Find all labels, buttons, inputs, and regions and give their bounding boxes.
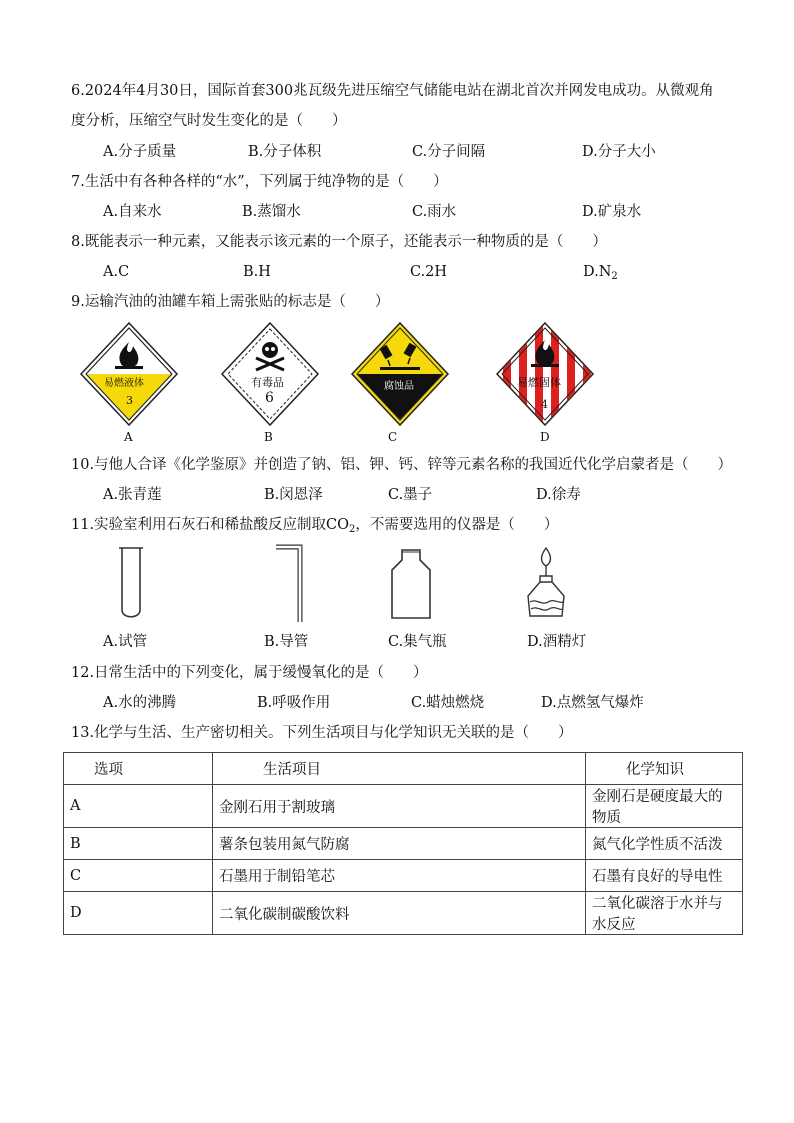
q7-stem: 7.生活中有各种各样的“水”，下列属于纯净物的是（ ） <box>71 174 448 190</box>
test-tube-icon <box>116 546 146 622</box>
q8-option-b: B.H <box>243 264 271 280</box>
table-cell: 氮气化学性质不活泼 <box>586 828 743 860</box>
table-cell: 金刚石用于割玻璃 <box>213 785 586 828</box>
table-header-option: 选项 <box>64 753 213 785</box>
corrosive-sign <box>348 320 452 428</box>
q7-option-c: C.雨水 <box>412 204 457 220</box>
sign-a-text: 易燃液体 <box>104 378 144 389</box>
q12-stem: 12.日常生活中的下列变化，属于缓慢氧化的是（ ） <box>71 665 428 681</box>
q8-option-d: $D.N_2$ <box>583 264 618 282</box>
table-header-chem-knowledge: 化学知识 <box>586 753 743 785</box>
q7-option-d: D.矿泉水 <box>582 204 642 220</box>
table-row <box>64 892 743 935</box>
q11-option-d: D.酒精灯 <box>527 634 587 650</box>
sign-d-text: 易燃固体 <box>517 376 561 389</box>
table-cell: 薯条包装用氮气防腐 <box>213 828 586 860</box>
q7-option-a: A.自来水 <box>103 204 162 220</box>
table-cell: 石墨用于制铅笔芯 <box>213 860 586 892</box>
q13-table <box>63 752 743 935</box>
table-header-life-item: 生活项目 <box>213 753 586 785</box>
table-row <box>64 860 743 892</box>
table-header-row <box>64 753 743 785</box>
q12-option-c: C.蜡烛燃烧 <box>411 695 485 711</box>
gas-jar-icon <box>388 548 434 620</box>
q8-option-a: A.C <box>103 264 130 280</box>
q6-option-c: C.分子间隔 <box>412 144 486 160</box>
sign-b-number: 6 <box>265 390 274 406</box>
sign-b-text: 有毒品 <box>251 376 284 389</box>
table-cell: 二氧化碳制碳酸饮料 <box>213 892 586 935</box>
q6-option-d: D.分子大小 <box>582 144 656 160</box>
q7-option-b: B.蒸馏水 <box>242 204 301 220</box>
q10-option-d: D.徐寿 <box>536 487 581 503</box>
q10-stem: 10.与他人合译《化学鉴原》并创造了钠、铝、钾、钙、锌等元素名称的我国近代化学启蒙者是（ ） <box>71 457 733 473</box>
table-cell: 二氧化碳溶于水并与水反应 <box>586 892 743 935</box>
q11-option-a: A.试管 <box>103 634 148 650</box>
table-cell: A <box>64 785 213 828</box>
alcohol-lamp-icon <box>522 546 570 618</box>
q6-stem-line2: 度分析，压缩空气时发生变化的是（ ） <box>71 113 347 129</box>
table-row <box>64 785 743 828</box>
q11-stem: 11.实验室利用石灰石和稀盐酸反应制取$CO_2$，不需要选用的仪器是（ ） <box>71 517 559 535</box>
q9-stem: 9.运输汽油的油罐车箱上需张贴的标志是（ ） <box>71 294 390 310</box>
table-cell: 石墨有良好的导电性 <box>586 860 743 892</box>
table-cell: B <box>64 828 213 860</box>
sign-d-number: 4 <box>541 398 548 411</box>
table-cell: D <box>64 892 213 935</box>
q12-option-a: A.水的沸腾 <box>103 695 177 711</box>
q10-option-b: B.闵恩泽 <box>264 487 323 503</box>
table-cell: C <box>64 860 213 892</box>
sign-c-label: C <box>388 430 398 444</box>
q10-option-c: C.墨子 <box>388 487 433 503</box>
q13-stem: 13.化学与生活、生产密切相关。下列生活项目与化学知识无关联的是（ ） <box>71 725 573 741</box>
table-cell: 金刚石是硬度最大的物质 <box>586 785 743 828</box>
q12-option-b: B.呼吸作用 <box>257 695 331 711</box>
q6-option-a: A.分子质量 <box>103 144 177 160</box>
sign-b-label: B <box>264 430 273 444</box>
q6-stem-line1: 6.2024年4月30日，国际首套300兆瓦级先进压缩空气储能电站在湖北首次并网发电成功。从微观角 <box>71 83 714 99</box>
conduit-tube-icon <box>274 544 310 626</box>
sign-a-label: A <box>124 430 133 444</box>
sign-a-number: 3 <box>126 394 133 407</box>
q10-option-a: A.张青莲 <box>103 487 162 503</box>
q6-option-b: B.分子体积 <box>248 144 322 160</box>
q12-option-d: D.点燃氢气爆炸 <box>541 695 644 711</box>
sign-c-text: 腐蚀品 <box>384 381 414 392</box>
q11-option-b: B.导管 <box>264 634 309 650</box>
q11-option-c: C.集气瓶 <box>388 634 447 650</box>
q8-option-c: C.2H <box>410 264 448 280</box>
q8-stem: 8.既能表示一种元素，又能表示该元素的一个原子，还能表示一种物质的是（ ） <box>71 234 607 250</box>
table-row <box>64 828 743 860</box>
sign-d-label: D <box>540 430 550 444</box>
